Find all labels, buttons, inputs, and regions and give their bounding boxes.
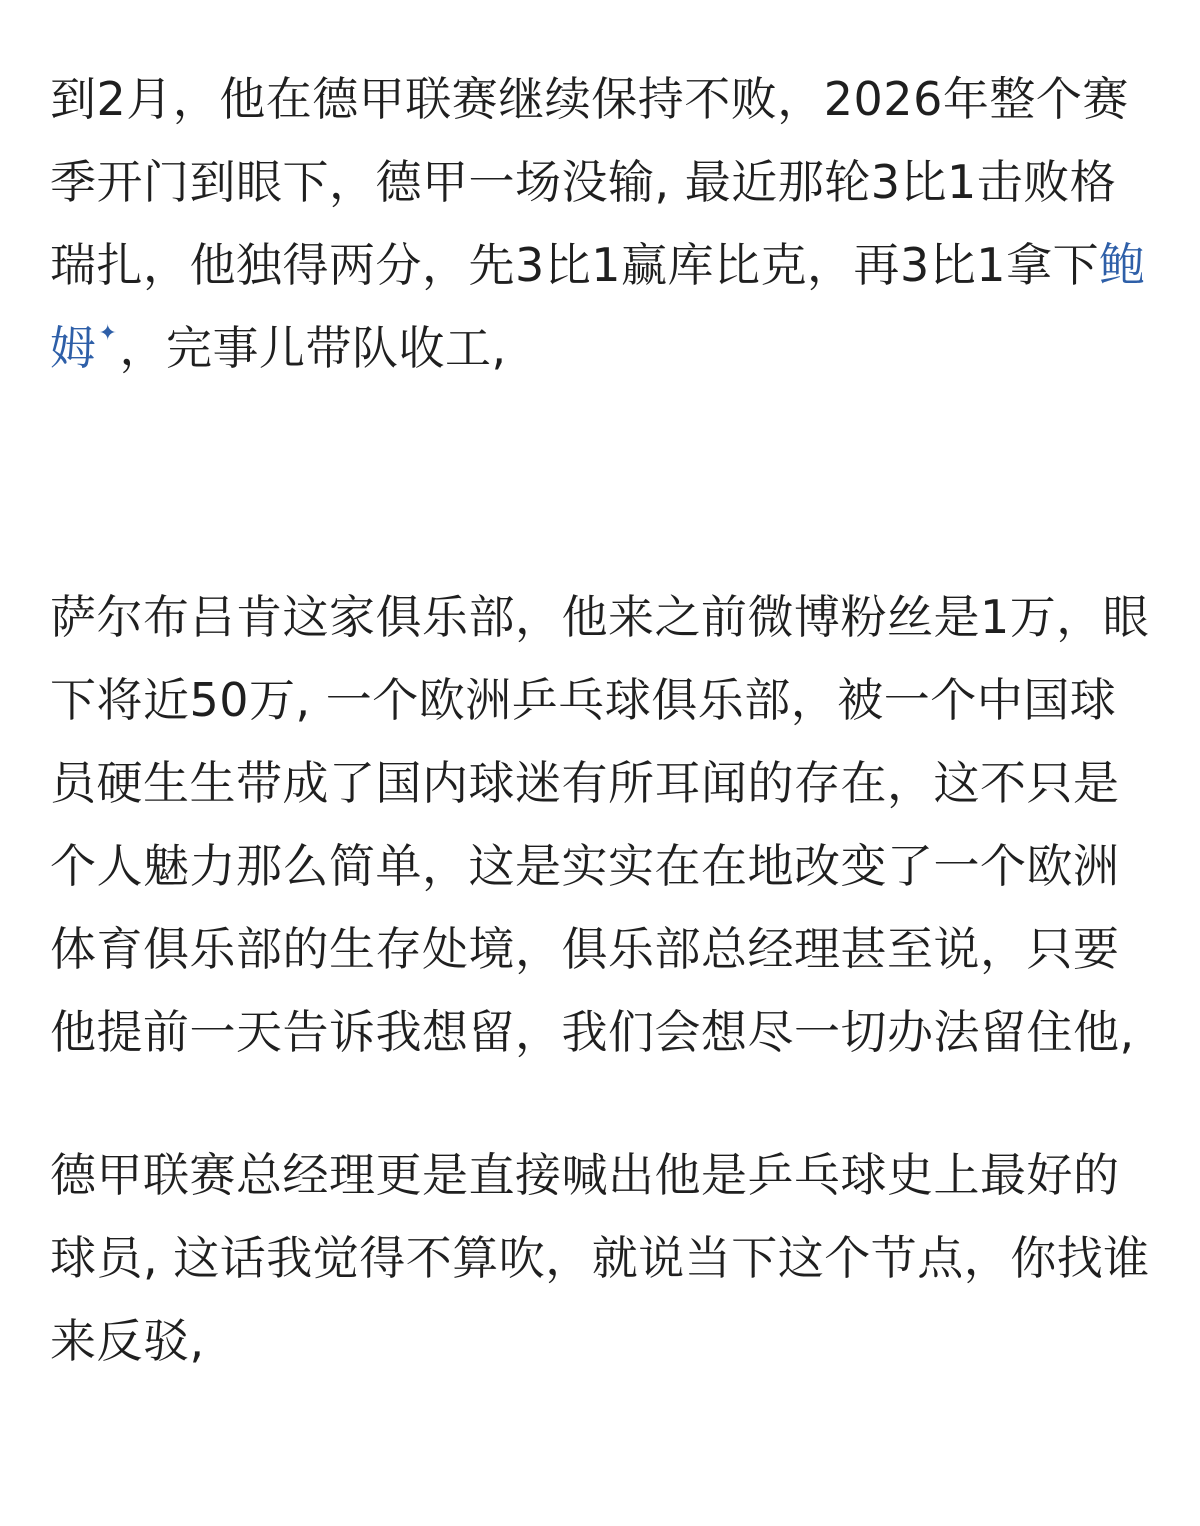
paragraph-spacer — [50, 390, 1150, 576]
sparkle-icon: ✦ — [98, 321, 118, 346]
topic-link-label[interactable]: 鲍姆 — [50, 238, 1146, 375]
paragraph-1-text-after: ，完事儿带队收工, — [119, 321, 507, 375]
paragraph-3: 德甲联赛总经理更是直接喊出他是乒乓球史上最好的球员, 这话我觉得不算吹，就说当下这个节点，你找谁来反驳, — [50, 1148, 1150, 1368]
article-body — [50, 58, 1150, 1383]
paragraph-1-text-before: 到2月，他在德甲联赛继续保持不败，2026年整个赛季开门到眼下，德甲一场没输, 最近那轮3比1击败格瑞扎，他独得两分，先3比1赢库比克，再3比1拿下 — [50, 72, 1129, 292]
paragraph-spacer — [50, 1074, 1150, 1134]
paragraph-1 — [50, 58, 1150, 390]
paragraph-2: 萨尔布吕肯这家俱乐部，他来之前微博粉丝是1万，眼下将近50万, 一个欧洲乒乓球俱乐部，被一个中国球员硬生生带成了国内球迷有所耳闻的存在，这不只是个人魅力那么简单，这是实实在在地改变了一个欧洲体育俱乐部的生存处境，俱乐部总经理甚至说，只要他提前一天告诉我想留，我们会想尽一切办法留住他, — [50, 590, 1150, 1059]
